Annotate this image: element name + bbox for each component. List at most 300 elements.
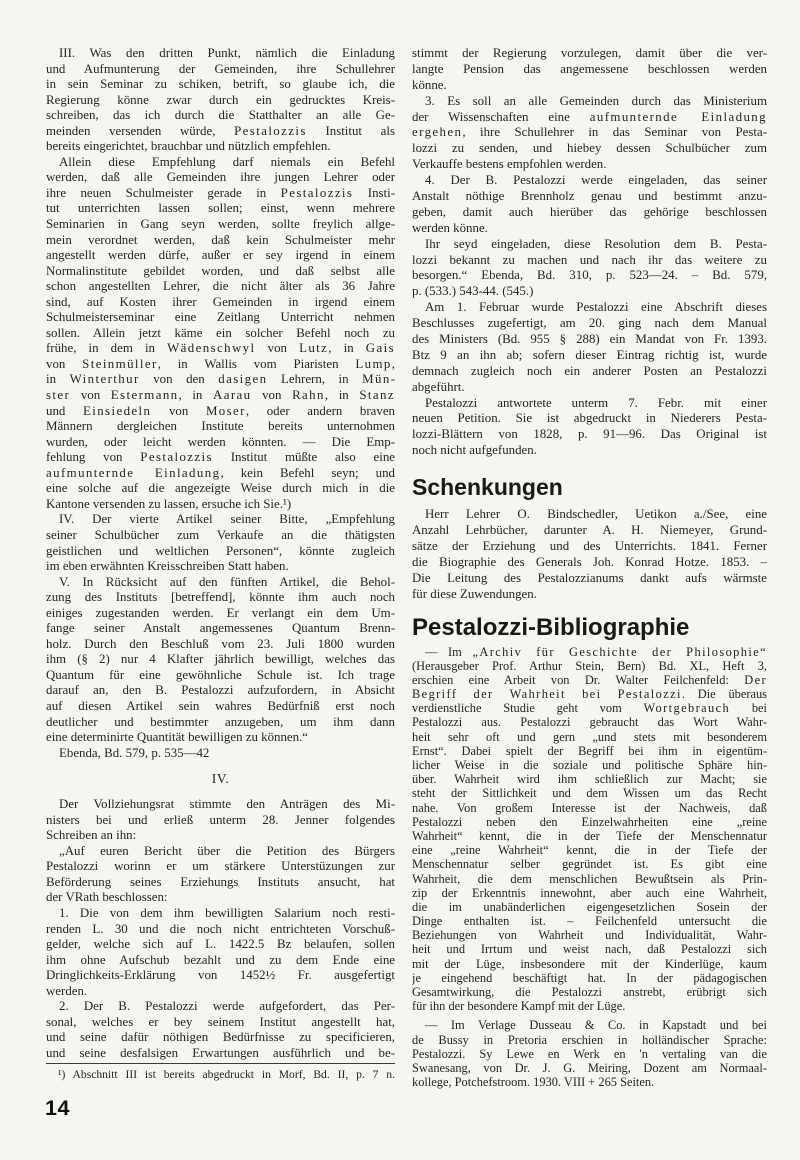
section-heading: Schenkungen (412, 474, 563, 501)
text-line (46, 279, 395, 295)
text-line (412, 300, 767, 316)
text-run: Gesamtwirkung, die Pestalozzi anstrebt, erübrigt sich (412, 985, 767, 999)
text-run: „Auf euren Bericht über die Petition des Bürgers (59, 843, 395, 858)
text-line (412, 443, 767, 459)
text-line (412, 843, 767, 857)
letterspaced-text: Steinmüller (82, 356, 158, 371)
text-line (46, 124, 395, 140)
text-line (46, 715, 395, 731)
text-line (412, 857, 767, 871)
text-run: erschien eine Arbeit von Dr. Walter Feilchenfeld: (412, 672, 745, 687)
text-run: werden, daß alle Gemeinden ihre jungen Lehrer oder (46, 170, 395, 185)
centered-subheading: IV. (211, 771, 230, 787)
text-line (412, 673, 767, 687)
text-line (46, 984, 395, 1000)
text-line (412, 914, 767, 928)
text-run: Pestalozzi. Sy Lewe en Werk en 'n vertaling van die (412, 1046, 767, 1061)
text-run: , in Wallis vom Piaristen (157, 356, 356, 371)
text-run: Die Leitung des Pestalozzianums dankt aufs wärmste (412, 570, 767, 585)
text-run: Pestalozzi neben den Einzelwahrheiten eine „reine (412, 814, 767, 829)
text-line (412, 173, 767, 189)
letterspaced-text: Begriff der Wahrheit bei Pestalozzi (412, 687, 682, 702)
text-run: im eben erwähnten Kreisschreiben Statt haben. (46, 559, 289, 574)
text-run: geistlichen und weltlichen Personen“, könnte zugleich (46, 543, 395, 558)
text-run: eine „reine Wahrheit“ kennt, die in der Tiefe der (412, 843, 767, 858)
text-line (46, 295, 395, 311)
text-line (46, 890, 395, 906)
paragraph (46, 155, 395, 513)
text-line (46, 606, 395, 622)
text-run: der VRath beschlossen: (46, 890, 168, 905)
text-run: Regierung könne zwar durch ein gedrucktes Kreis- (46, 92, 395, 107)
text-line (412, 886, 767, 900)
text-run: heit sehr oft und gern „und stets mit besonderem (412, 729, 767, 744)
text-line (412, 523, 767, 539)
text-run: von (251, 388, 293, 403)
text-run: sollen. Allein jetzt käme ein solcher Befehl noch zu (46, 325, 395, 340)
letterspaced-text: „Archiv für Geschichte der Philosophie“ (472, 644, 767, 659)
text-run: ihm (§ 2) nur 4 Klafter jährlich bewilligt, welches das (46, 652, 395, 667)
text-run: für ihn der besondere Kampf mit der Lüge. (412, 999, 626, 1014)
text-run: stimmt der Regierung vorzulegen, damit über die ver- (412, 46, 767, 60)
text-line (412, 1075, 767, 1089)
letterspaced-text: Rahn (292, 388, 325, 403)
text-run: nisters bei und erließ unterm 28. Jenner folgendes (46, 812, 395, 827)
footnote-divider (46, 1063, 395, 1064)
text-run: von (70, 388, 111, 403)
text-run: je eingehend beschäftigt hat. In der pädagogischen (412, 970, 767, 985)
letterspaced-text: Stanz (359, 388, 395, 403)
text-run: meinden versenden würde, (46, 123, 235, 138)
text-run: eine determinirte Quantität bewilligen zu können.“ (46, 730, 309, 745)
letterspaced-text: Pestalozzis (140, 450, 213, 465)
text-line (412, 380, 767, 396)
text-run: die Biographie des Generals Joh. Konrad Hotze. 1853. – (412, 554, 767, 569)
text-line (46, 404, 395, 420)
text-run: darauf an, den B. Pestalozzi aufzufordern, in Absicht (46, 683, 395, 698)
text-run: neuen Petition. Sie ist abgedruckt in Niederers Pesta- (412, 411, 767, 426)
text-line (46, 466, 395, 482)
text-line (412, 364, 767, 380)
text-line (46, 372, 395, 388)
text-line (46, 699, 395, 715)
paragraph (412, 300, 767, 395)
text-line (46, 388, 395, 404)
text-line (412, 645, 767, 659)
text-run: des Ministers (Bd. 955 § 288) ein Mandat von Fr. 1393. (412, 332, 767, 347)
text-line (412, 189, 767, 205)
text-run: 2. Der B. Pestalozzi werde aufgefordert, das Per- (59, 999, 395, 1014)
text-run: von (151, 403, 206, 418)
text-run: (Herausgeber Prof. Arthur Stein, Bern) Bd. XL, Heft 3, (412, 658, 767, 673)
letterspaced-text: ster (46, 388, 71, 403)
text-line (412, 758, 767, 772)
text-run: angestellt werden dürfe, außer er sey irgend in einem (46, 248, 395, 263)
text-run: Herr Lehrer O. Bindschedler, Uetikon a./See, eine (425, 507, 767, 522)
text-run: 1. Die von dem ihm bewilligten Salarium noch resti- (59, 905, 395, 920)
paragraph (412, 507, 767, 602)
text-line (412, 1061, 767, 1075)
text-run: lozzi zu senden, und hiebey dessen Schulbücher zum (412, 141, 767, 156)
text-run: Verkauffe bestens empfohlen werden. (412, 157, 607, 172)
text-run: Dringlichkeits-Erklärung von 1452½ Fr. ausgefertigt (46, 968, 395, 983)
text-run: für diese Zuwendungen. (412, 586, 537, 601)
text-line (46, 999, 395, 1015)
text-run: Wahrheit“ kennt, die in der Tiefe der Menschennatur (412, 828, 767, 843)
text-line (412, 205, 767, 221)
letterspaced-text: Winterthur (69, 372, 140, 387)
text-run: wurden, oder leicht werden könnten. — Die Emp- (46, 434, 395, 449)
text-line (412, 928, 767, 942)
text-run: in (46, 372, 70, 387)
paragraph (46, 575, 395, 746)
text-line (412, 1033, 767, 1047)
text-line (412, 801, 767, 815)
letterspaced-text: Wortgebrauch (643, 701, 731, 716)
text-run: sätze der Erziehung und des Unterrichts. 1841. Ferner (412, 538, 767, 553)
text-line (46, 341, 395, 357)
paragraph (412, 173, 767, 237)
text-line (46, 906, 395, 922)
letterspaced-text: Pestalozzis (234, 123, 307, 138)
text-run: mein verordnet werden, daß kein Schulmeister mehr (46, 232, 395, 247)
text-line (46, 46, 395, 62)
text-line (412, 94, 767, 110)
text-run: IV. Der vierte Artikel seiner Bitte, „Empfehlung (59, 512, 395, 527)
text-line (412, 1018, 767, 1032)
text-run: lozzi bekannt zu machen und nach ihr das weitere zu (412, 252, 767, 267)
text-line (412, 587, 767, 603)
text-line (46, 559, 395, 575)
text-run: werden. (46, 983, 88, 998)
text-line (46, 62, 395, 78)
paragraph (412, 396, 767, 460)
text-line (46, 1030, 395, 1046)
text-line (46, 746, 395, 762)
text-line (412, 284, 767, 300)
text-line (412, 872, 767, 886)
text-run: 4. Der B. Pestalozzi werde eingeladen, das seiner (425, 173, 767, 188)
text-run: langte Pension das angemessene beschlossen werden (412, 61, 767, 76)
text-line (46, 813, 395, 829)
text-line (46, 326, 395, 342)
text-run: Normalinstitute gebildet worden, und daß selbst alle (46, 263, 395, 278)
letterspaced-text: Der (744, 672, 767, 687)
letterspaced-text: Aarau (213, 388, 252, 403)
text-run: Beziehungen von Wahrheit und Individualität, Wahr- (412, 928, 767, 943)
text-run: heit und Irrtum und weist nach, daß Pestalozzi sich (412, 942, 767, 957)
text-line (412, 942, 767, 956)
text-line (412, 332, 767, 348)
letterspaced-text: Wädenschwyl (167, 341, 256, 356)
text-run: über. Wahrheit wird ihm schließlich zur Macht; sie (412, 772, 767, 787)
text-line (46, 1046, 395, 1062)
text-run: Pestalozzi antwortete unterm 7. Febr. mit einer (425, 395, 767, 410)
text-run: Der Vollziehungsrat stimmte den Anträgen des Mi- (59, 797, 395, 812)
text-line (412, 539, 767, 555)
text-run: ihre neuen Schulmeister gerade in (46, 185, 281, 200)
text-line (46, 968, 395, 984)
text-run: V. In Rücksicht auf den fünften Artikel, die Behol- (59, 574, 395, 589)
text-run: renden L. 30 und die noch nicht entrichteten Vorschuß- (46, 921, 395, 936)
text-run: demnach zugleich noch ein anderer Posten an Pestalozzi (412, 363, 767, 378)
text-line (412, 815, 767, 829)
letterspaced-text: Pestalozzis (280, 185, 354, 200)
text-line (412, 701, 767, 715)
text-line (46, 108, 395, 124)
text-run: , oder andern braven (245, 403, 395, 418)
text-run: steht der Sittlichkeit und dem Wissen um das Recht (412, 786, 767, 801)
text-run: fange seiner Anstalt angemessenes Quantum Brenn- (46, 621, 395, 636)
text-run: Institut als (306, 123, 395, 138)
text-line (46, 922, 395, 938)
text-line (412, 62, 767, 78)
right-text-column (412, 46, 767, 1089)
letterspaced-text: ergehen (412, 125, 463, 140)
text-run: Seminarien in Gang seyn werden, sollte freylich allge- (46, 217, 395, 232)
text-run: bereits eingerichtet, brauchbar und nützlich empfehlen. (46, 139, 331, 154)
footnote-text: ¹) Abschnitt III ist bereits abgedruckt in Morf, Bd. II, p. 7 n. (58, 1068, 395, 1081)
text-line (412, 971, 767, 985)
text-run: mit der Lüge, insbesondere mit der Kinderlüge, kaum (412, 956, 767, 971)
text-run: zip der Erkenntnis innewohnt, aber auch eine Wahrheit, (412, 885, 767, 900)
text-run: kollege, Potchefstroom. 1930. VIII + 265 Seiten. (412, 1075, 655, 1090)
text-line (46, 233, 395, 249)
text-run: sonal, welches er bey seinem Institut angestellt hat, (46, 1014, 395, 1029)
text-line (412, 237, 767, 253)
text-run: werden könne. (412, 220, 488, 235)
text-line (46, 797, 395, 813)
text-run: von den (139, 372, 219, 387)
text-run: Swanesang, von Dr. J. G. Meiring, Dozent am Normaal- (412, 1060, 767, 1075)
text-run: zung des Instituts [betreffend], könnte ihm auch noch (46, 590, 395, 605)
text-line (412, 348, 767, 364)
text-line (46, 497, 395, 513)
letterspaced-text: Einsiedeln (82, 403, 152, 418)
page-number: 14 (45, 1096, 70, 1120)
text-line (46, 637, 395, 653)
text-line (412, 46, 767, 62)
text-run: und seine desfalsigen Erwartungen ausführlich und be- (46, 1045, 395, 1060)
text-run: Lehrern, in (267, 372, 363, 387)
text-line (46, 248, 395, 264)
text-line (46, 730, 395, 746)
text-line (412, 253, 767, 269)
text-line (46, 683, 395, 699)
text-run: Beschlusses zugefertigt, am 20. ging nach dem Manual (412, 316, 767, 331)
text-line (412, 687, 767, 701)
text-run: — Im (425, 644, 473, 659)
text-run: Allein diese Empfehlung darf niemals ein Befehl (59, 154, 395, 169)
paragraph (46, 906, 395, 999)
text-line (46, 575, 395, 591)
text-run: könne. (412, 77, 447, 92)
text-run: , ihre Schullehrer in das Seminar von Pesta- (462, 125, 767, 140)
text-run: Am 1. Februar wurde Pestalozzi eine Abschrift dieses (425, 300, 767, 315)
text-line (412, 786, 767, 800)
text-run: tut unterrichten lassen sollen; einst, wenn mehrere (46, 201, 395, 216)
text-line (412, 268, 767, 284)
paragraph (412, 94, 767, 173)
text-run: lozzi-Blättern von 1828, p. 91—96. Das Original ist (412, 427, 767, 442)
text-run: sind, auf Kosten ihrer Gemeinden in irgend einem (46, 294, 395, 309)
paragraph (46, 844, 395, 906)
text-run: Beförderung seines Erziehungs Instituts ansucht, hat (46, 874, 395, 889)
text-line (412, 110, 767, 126)
letterspaced-text: Moser (205, 403, 246, 418)
text-line (46, 170, 395, 186)
text-run: p. (533.) 543-44. (545.) (412, 284, 534, 299)
text-run: die im unabänderlichen eigengesetzlichen Sosein der (412, 899, 767, 914)
text-run: der Wissenschaften eine (412, 109, 590, 124)
text-run: Wahrheit, die dem menschlichen Bewußtsein als Prin- (412, 871, 767, 886)
text-run: Anzahl Lehrbücher, darunter A. H. Niemeyer, Grund- (412, 523, 767, 538)
text-run: schon angestellten Lehrer, die nicht älter als 36 Jahre (46, 279, 395, 294)
text-run: , in (178, 388, 213, 403)
text-run: Institut müßte also eine (212, 450, 395, 465)
text-run: III. Was den dritten Punkt, nämlich die Einladung (59, 46, 395, 60)
footnote (46, 1063, 395, 1082)
letterspaced-text: Gais (365, 341, 395, 356)
text-line (412, 900, 767, 914)
text-line (412, 507, 767, 523)
text-line (46, 217, 395, 233)
paragraph (412, 237, 767, 301)
text-run: einiges zugestanden werden. Er verlangt ein dem Um- (46, 605, 395, 620)
text-line (412, 555, 767, 571)
paragraph (46, 999, 395, 1061)
text-run: seiner Schulbücher zum Verkaufe an die thätigsten (46, 527, 395, 542)
text-line (46, 668, 395, 684)
letterspaced-text: Estermann (110, 388, 179, 403)
text-run: , in (324, 388, 360, 403)
text-line (412, 957, 767, 971)
text-line (46, 419, 395, 435)
paragraph (46, 797, 395, 844)
text-run: ihm ohne Aufschub bezahlt und zu dem Ende eine (46, 952, 395, 967)
text-run: frühe, in dem in (46, 341, 168, 356)
text-line (46, 828, 395, 844)
text-line (412, 78, 767, 94)
text-line (412, 730, 767, 744)
text-run: in sein Seminar zu schiken, betrift, so glaube ich, die (46, 77, 395, 92)
text-run: geben, damit auch hierüber das gehörige beschlossen (412, 204, 767, 219)
text-line (46, 953, 395, 969)
text-run: Ernst“. Dabei spielt der Begriff bei ihm in eigentüm- (412, 743, 767, 758)
text-run: Schulmeisterseminar eine Zeitlang Unterricht nehmen (46, 310, 395, 325)
text-run: — Im Verlage Dusseau & Co. in Kapstadt und bei (425, 1018, 767, 1033)
text-run: , (391, 356, 395, 371)
text-run: Pestalozzi aus. Pestalozzi gebraucht das Wort Wahr- (412, 715, 767, 730)
text-line (46, 859, 395, 875)
text-line (412, 659, 767, 673)
letterspaced-text: Mün (362, 372, 391, 387)
text-run: , in (328, 341, 366, 356)
text-run: Anstalt nöthige Brennholz genau und bestimmt anzu- (412, 189, 767, 204)
paragraph (46, 746, 395, 762)
text-line (412, 427, 767, 443)
text-line (412, 571, 767, 587)
text-line (412, 985, 767, 999)
text-run: Schreiben an ihn: (46, 828, 137, 843)
text-run: fehlung von (46, 450, 141, 465)
text-line (412, 221, 767, 237)
text-line (412, 316, 767, 332)
text-line (46, 186, 395, 202)
text-line (46, 201, 395, 217)
text-run: und Aufmunterung der Gemeinden, ihre Schullehrer (46, 61, 395, 76)
text-line (412, 829, 767, 843)
text-run: gelder, welche sich auf L. 1422.5 Bz belaufen, sollen (46, 937, 395, 952)
letterspaced-text: Lump (355, 356, 392, 371)
text-line (46, 512, 395, 528)
text-run: Menschennatur selber gegründet ist. Es gibt eine (412, 857, 767, 872)
text-run: , kein Befehl seyn; und (220, 465, 395, 480)
paragraph (412, 46, 767, 94)
text-run: nahe. Von großem Interesse ist der Nachweis, daß (412, 800, 767, 815)
text-run: de Bussy in Pretoria erschien in holländischer Sprache: (412, 1032, 767, 1047)
text-run: bei (730, 701, 767, 716)
left-text-column (46, 46, 395, 1061)
text-run: auf diesen Artikel sein wahres Bedürfniß erst noch (46, 698, 395, 713)
text-line (46, 450, 395, 466)
text-line (412, 396, 767, 412)
text-run: 3. Es soll an alle Gemeinden durch das Ministerium (425, 93, 767, 108)
text-line (412, 715, 767, 729)
text-run: Ihr seyd eingeladen, diese Resolution dem B. Pesta- (425, 236, 767, 251)
text-line (46, 844, 395, 860)
text-run: verdienstliche Studie geht vom (412, 701, 644, 716)
text-line (46, 77, 395, 93)
letterspaced-text: aufmunternde Einladung (46, 465, 221, 480)
text-line (412, 744, 767, 758)
text-run: schreiben, das ich durch die Statthalter an alle Ge- (46, 108, 395, 123)
text-line (46, 544, 395, 560)
text-line (412, 1047, 767, 1061)
paragraph (412, 645, 767, 1014)
text-line (46, 937, 395, 953)
text-run: noch nicht aufgefunden. (412, 443, 537, 458)
text-line (46, 528, 395, 544)
paragraph (412, 1018, 767, 1089)
text-line (46, 481, 395, 497)
text-run: Pestalozzi worinn er um stärkere Unterstüzungen zur (46, 859, 395, 874)
text-line (412, 157, 767, 173)
text-run: eine solche auf die angezeigte Weise durch mich in die (46, 481, 395, 496)
text-run: - (390, 372, 395, 387)
text-run: und seine dafür nöthigen Bedürfnisse zu specificieren, (46, 1030, 395, 1045)
text-run: . Die überaus (681, 687, 767, 702)
text-run: und (46, 403, 83, 418)
text-line (412, 999, 767, 1013)
text-line (46, 435, 395, 451)
text-line (412, 411, 767, 427)
text-run: abgeführt. (412, 379, 465, 394)
paragraph (46, 46, 395, 155)
text-line (46, 357, 395, 373)
text-line (46, 264, 395, 280)
text-run: Insti- (353, 185, 395, 200)
text-run: von (255, 341, 300, 356)
text-line (46, 93, 395, 109)
text-line (46, 1015, 395, 1031)
text-run: Männern dergleichen Institute bereits unternohmen (46, 419, 395, 434)
letterspaced-text: dasigen (218, 372, 268, 387)
text-line (46, 310, 395, 326)
text-run: von (46, 356, 83, 371)
text-run: besorgen.“ Ebenda, Bd. 310, p. 523—24. – Bd. 579, (412, 268, 767, 283)
text-line (412, 772, 767, 786)
